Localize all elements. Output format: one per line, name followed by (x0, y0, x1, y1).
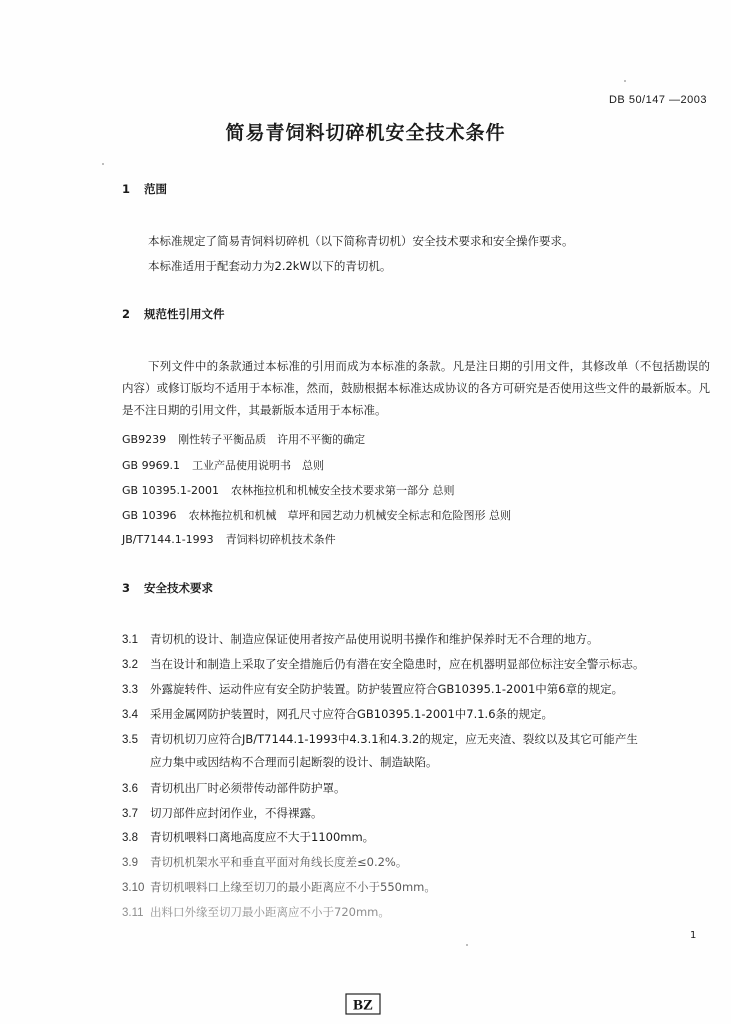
document-title: 简易青饲料切碎机安全技术条件 (225, 122, 506, 144)
logo-text: BZ (352, 997, 374, 1014)
clause-text: 青切机的设计、制造应保证使用者按产品使用说明书操作和维护保养时无不合理的地方。 (150, 632, 599, 646)
clause-text: 出料口外缘至切刀最小距离应不小于720mm。 (150, 905, 390, 919)
page-number: 1 (690, 930, 697, 941)
section-number: 3 (122, 581, 131, 595)
clause-number: 3.3 (122, 684, 138, 696)
section-2-heading (122, 306, 225, 322)
clause-item (122, 706, 553, 722)
reference-item (122, 482, 455, 498)
reference-code: GB 9969.1 (122, 459, 181, 472)
reference-title: 刚性转子平衡品质 许用不平衡的确定 (178, 433, 366, 446)
clause-number: 3.10 (122, 882, 145, 894)
clause-item (122, 681, 623, 697)
clause-item (122, 829, 374, 845)
reference-title: 青饲料切碎机技术条件 (225, 533, 336, 546)
clause-text: 外露旋转件、运动件应有安全防护装置。防护装置应符合GB10395.1-2001中第6章的规定。 (150, 682, 624, 696)
clause-text: 青切机出厂时必须带传动部件防护罩。 (150, 781, 346, 795)
reference-title: 农林拖拉机和机械 草坪和园艺动力机械安全标志和危险图形 总则 (188, 509, 512, 522)
clause-text: 青切机喂料口离地高度应不大于1100mm。 (150, 830, 375, 844)
section-1-paragraph: 本标准规定了简易青饲料切碎机（以下简称青切机）安全技术要求和安全操作要求。 (148, 234, 574, 248)
section-1-heading (122, 181, 167, 197)
clause-text: 青切机切刀应符合JB/T7144.1-1993中4.3.1和4.3.2的规定，应无夹渣、裂纹以及其它可能产生 (150, 732, 638, 746)
section-2-intro: 下列文件中的条款通过本标准的引用而成为本标准的条款。凡是注日期的引用文件，其修改单（不包括勘误的内容）或修订版均不适用于本标准，然而，鼓励根据本标准达成协议的各方可研究是否使用这些文件的最新版本。凡是不注日期的引用文件，其最新版本适用于本标准。 (122, 359, 710, 417)
publisher-logo-icon (345, 993, 381, 1015)
clause-number: 3.5 (122, 734, 138, 746)
clause-text: 青切机机架水平和垂直平面对角线长度差≤0.2%。 (150, 855, 408, 869)
clause-number: 3.6 (122, 783, 138, 795)
section-1-paragraph: 本标准适用于配套动力为2.2kW以下的青切机。 (148, 259, 392, 273)
document-number: DB 50/147 —2003 (608, 94, 707, 106)
clause-text: 切刀部件应封闭作业，不得裸露。 (150, 806, 323, 820)
scan-speck (102, 163, 104, 165)
reference-code: GB 10395.1-2001 (122, 484, 220, 497)
reference-title: 工业产品使用说明书 总则 (192, 459, 325, 472)
clause-number: 3.7 (122, 808, 138, 820)
clause-item (122, 656, 645, 672)
clause-item (122, 805, 323, 821)
clause-number: 3.8 (122, 832, 138, 844)
section-number: 2 (122, 307, 131, 321)
clause-item (122, 904, 390, 920)
section-title: 安全技术要求 (144, 581, 213, 595)
clause-item (122, 631, 599, 647)
clause-text: 当在设计和制造上采取了安全措施后仍有潜在安全隐患时，应在机器明显部位标注安全警示标志。 (150, 657, 645, 671)
section-3-heading (122, 580, 213, 596)
clause-number: 3.2 (122, 659, 138, 671)
clause-number: 3.4 (122, 709, 138, 721)
reference-code: JB/T7144.1-1993 (122, 533, 214, 546)
clause-item (122, 728, 712, 773)
clause-text-continued: 应力集中或因结构不合理而引起断裂的设计、制造缺陷。 (150, 755, 438, 769)
reference-item (122, 431, 365, 447)
reference-title: 农林拖拉机和机械安全技术要求第一部分 总则 (231, 484, 455, 497)
scan-speck (624, 80, 626, 82)
reference-item (122, 457, 324, 473)
reference-item (122, 531, 336, 547)
clause-number: 3.9 (122, 857, 138, 869)
clause-item (122, 879, 436, 895)
clause-item (122, 780, 346, 796)
section-number: 1 (122, 182, 131, 196)
scan-speck (466, 944, 468, 946)
clause-number: 3.1 (122, 634, 138, 646)
clause-number: 3.11 (122, 907, 144, 919)
clause-text: 采用金属网防护装置时，网孔尺寸应符合GB10395.1-2001中7.1.6条的规定。 (150, 707, 554, 721)
reference-item (122, 507, 511, 523)
section-title: 范围 (144, 182, 167, 196)
reference-code: GB 10396 (122, 509, 177, 522)
reference-code: GB9239 (122, 433, 167, 446)
clause-item (122, 854, 407, 870)
section-title: 规范性引用文件 (144, 307, 225, 321)
clause-text: 青切机喂料口上缘至切刀的最小距离应不小于550mm。 (150, 880, 436, 894)
